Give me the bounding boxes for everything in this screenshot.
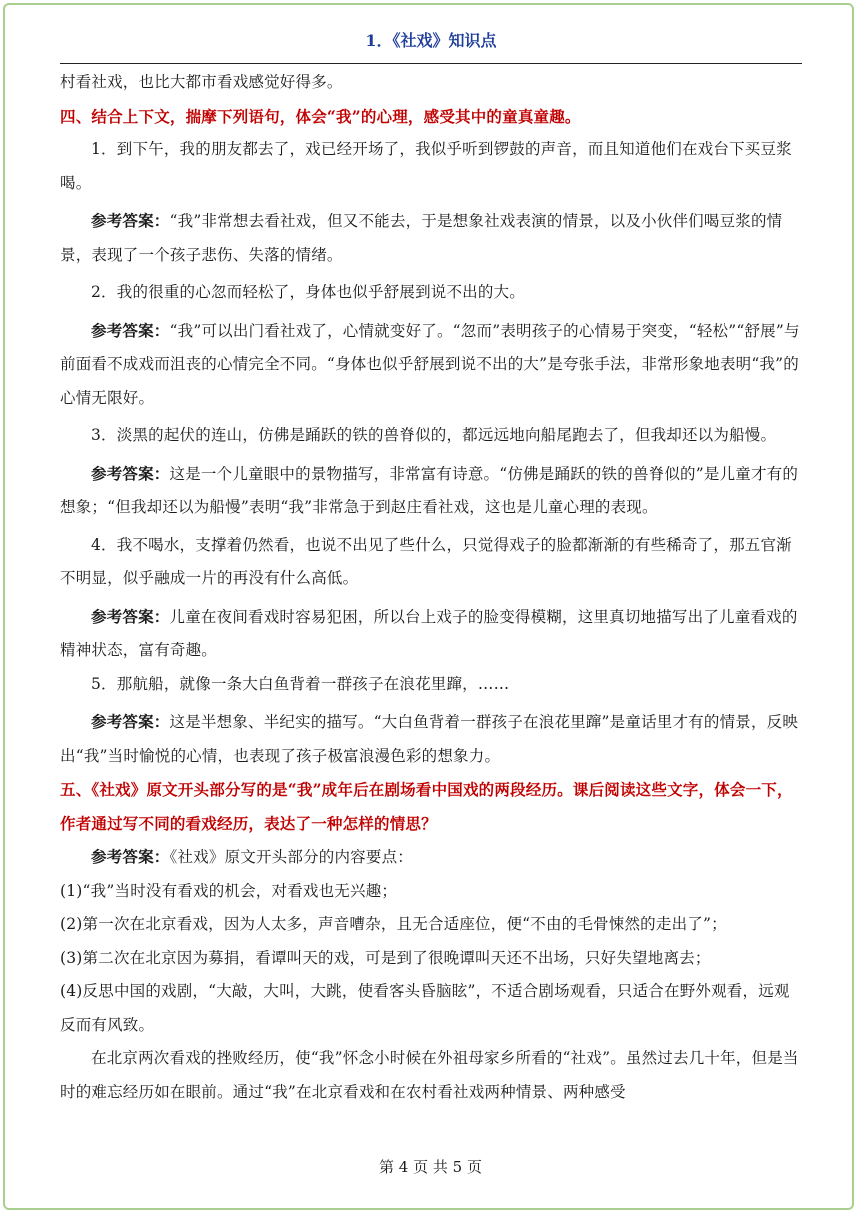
summary-paragraph: 在北京两次看戏的挫败经历，使“我”怀念小时候在外祖母家乡所看的“社戏”。虽然过去几十年，但是当时的难忘经历如在眼前。通过“我”在北京看戏和在农村看社戏两种情景、两种感受 [60, 1049, 799, 1101]
question-4: 4．我不喝水，支撑着仍然看，也说不出见了些什么，只觉得戏子的脸都渐渐的有些稀奇了，那五官渐不明显，似乎融成一片的再没有什么高低。 [60, 535, 792, 587]
question-5: 5．那航船，就像一条大白鱼背着一群孩子在浪花里蹿，…… [91, 674, 510, 693]
section-heading-4: 四、结合上下文，揣摩下列语句，体会“我”的心理，感受其中的童真童趣。 [60, 106, 581, 126]
answer-4 [60, 600, 802, 668]
point-4: (4)反思中国的戏剧，“大敲，大叫，大跳，使看客头昏脑眩”，不适合剧场观看，只适合在野外观看，远观反而有风致。 [60, 982, 790, 1034]
answer-label: 参考答案： [91, 712, 170, 731]
document-body [60, 66, 802, 1109]
answer-text: “我”可以出门看社戏了，心情就变好了。“忽而”表明孩子的心情易于突变，“轻松”“舒展”与前面看不成戏而沮丧的心情完全不同。“身体也似乎舒展到说不出的大”是夸张手法，非常形象地表明“我”的心情无限好。 [60, 321, 800, 407]
answer-text: “我”非常想去看社戏，但又不能去，于是想象社戏表演的情景，以及小伙伴们喝豆浆的情景，表现了一个孩子悲伤、失落的情绪。 [60, 212, 783, 264]
answer-text: 《社戏》原文开头部分的内容要点： [169, 848, 413, 866]
answer-6 [60, 840, 802, 875]
paragraph: 村看社戏，也比大都市看戏感觉好得多。 [60, 73, 343, 91]
answer-label: 参考答案： [91, 211, 170, 230]
answer-2 [60, 314, 802, 416]
answer-label: 参考答案： [91, 463, 170, 483]
point-1: (1)“我”当时没有看戏的机会，对看戏也无兴趣； [60, 881, 398, 900]
answer-text: 儿童在夜间看戏时容易犯困，所以台上戏子的脸变得模糊，这里真切地描写出了儿童看戏的精神状态，富有奇趣。 [60, 607, 798, 659]
question-3: 3．淡黑的起伏的连山，仿佛是踊跃的铁的兽脊似的，都远远地向船尾跑去了，但我却还以为船慢。 [91, 426, 777, 444]
page-header [60, 28, 802, 64]
question-1: 1．到下午，我的朋友都去了，戏已经开场了，我似乎听到锣鼓的声音，而且知道他们在戏台下买豆浆喝。 [60, 140, 792, 192]
answer-text: 这是一个儿童眼中的景物描写，非常富有诗意。“仿佛是踊跃的铁的兽脊似的”是儿童才有的想象；“但我却还以为船慢”表明“我”非常急于到赵庄看社戏，这也是儿童心理的表现。 [60, 464, 799, 516]
answer-label: 参考答案： [91, 847, 170, 866]
answer-3 [60, 457, 802, 525]
answer-label: 参考答案： [91, 606, 170, 626]
page-title: 1．《社戏》知识点 [365, 31, 497, 50]
answer-1 [60, 204, 802, 272]
section-heading-5: 五、《社戏》原文开头部分写的是“我”成年后在剧场看中国戏的两段经历。课后阅读这些文字，体会一下，作者通过写不同的看戏经历，表达了一种怎样的情思？ [60, 780, 793, 833]
point-3: (3)第二次在北京因为募捐，看谭叫天的戏，可是到了很晚谭叫天还不出场，只好失望地离去； [60, 948, 711, 967]
page-number: 第 4 页 共 5 页 [379, 1158, 482, 1176]
answer-text: 这是半想象、半纪实的描写。“大白鱼背着一群孩子在浪花里蹿”是童话里才有的情景，反映出“我”当时愉悦的心情，也表现了孩子极富浪漫色彩的想象力。 [60, 713, 799, 765]
question-2: 2．我的很重的心忽而轻松了，身体也似乎舒展到说不出的大。 [91, 283, 525, 301]
answer-5 [60, 705, 802, 773]
answer-label: 参考答案： [91, 320, 170, 340]
point-2: (2)第一次在北京看戏，因为人太多，声音嘈杂，且无合适座位，便“不由的毛骨悚然的走出了”； [60, 915, 727, 933]
